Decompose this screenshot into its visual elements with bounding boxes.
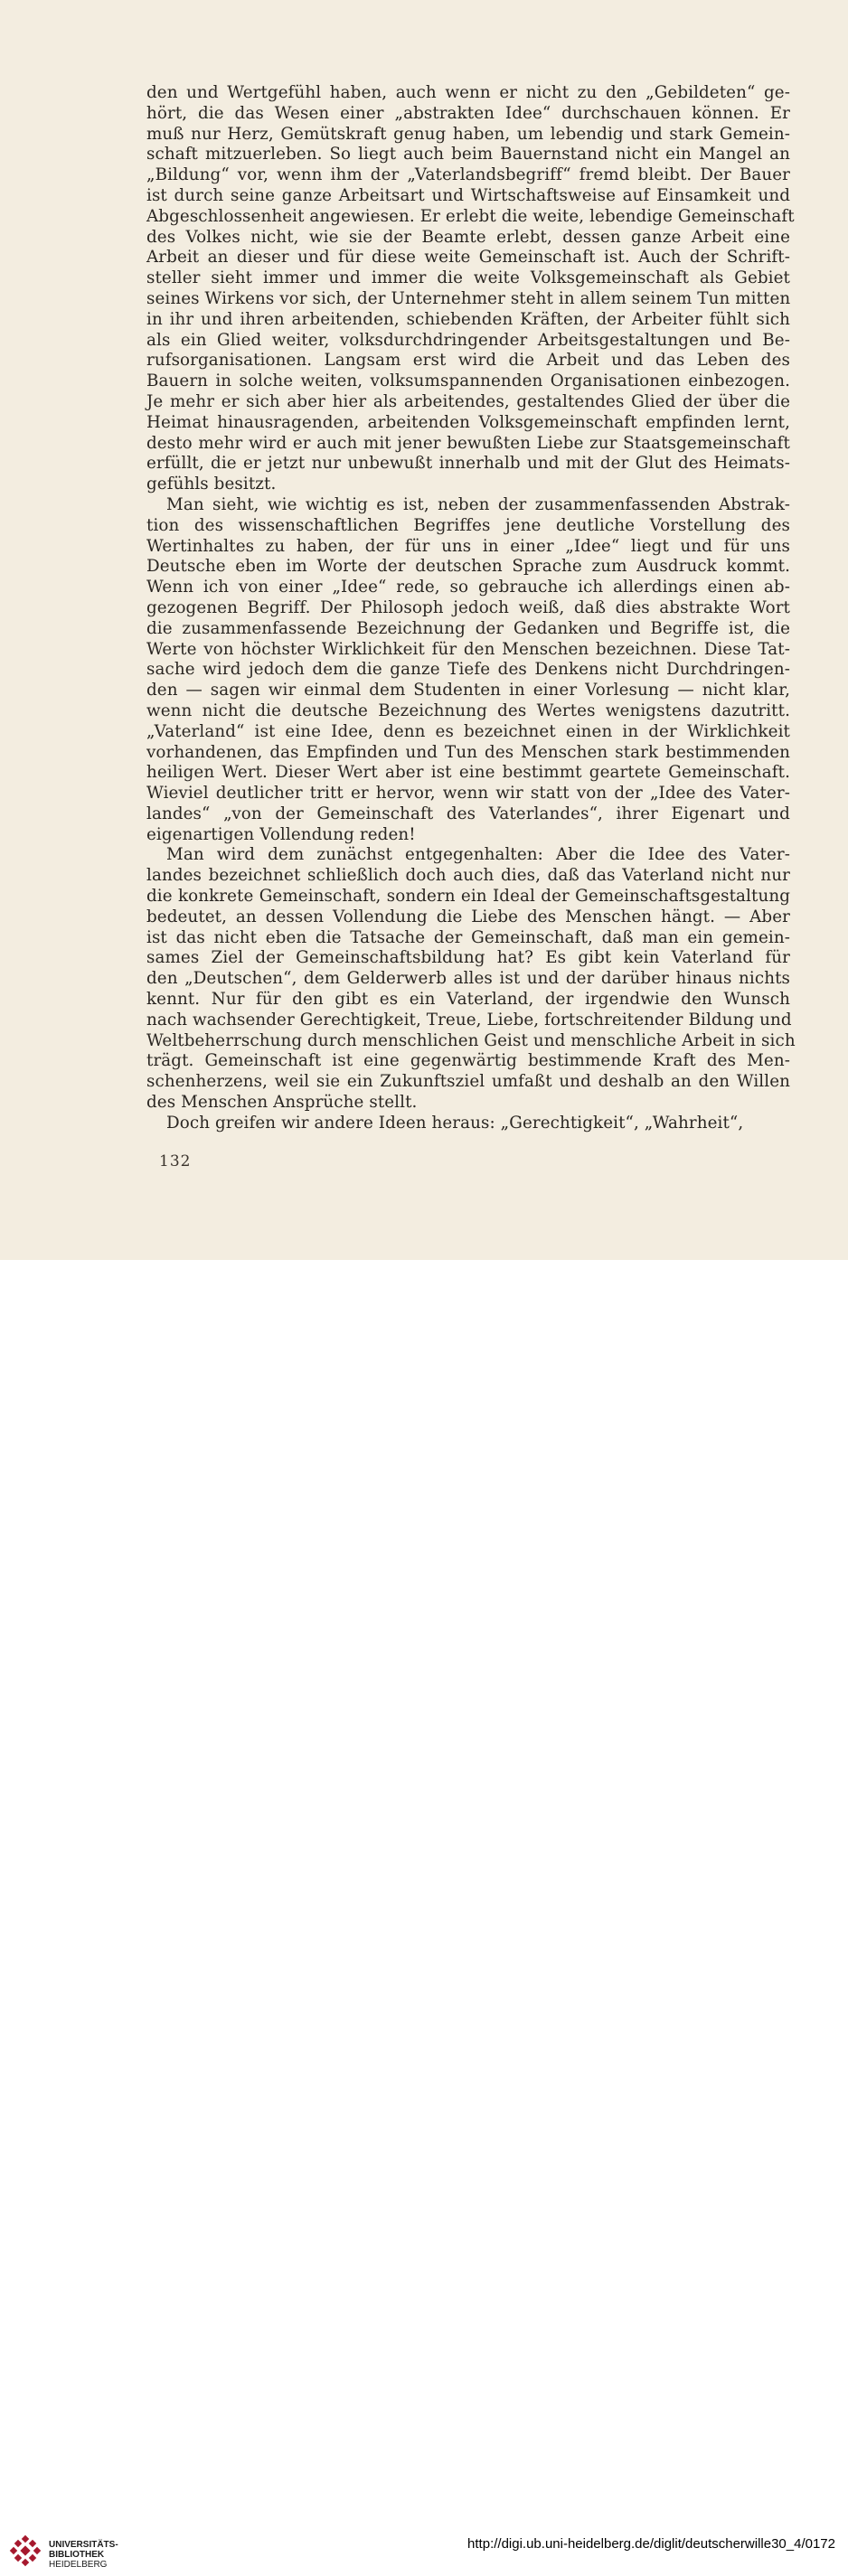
text-line: ist das nicht eben die Tatsache der Gemeinschaft, daß man ein gemein-	[146, 927, 790, 947]
text-line: Deutsche eben im Worte der deutschen Sprache zum Ausdruck kommt.	[146, 557, 790, 577]
text-line: trägt. Gemeinschaft ist eine gegenwärtig bestimmende Kraft des Men-	[146, 1051, 790, 1071]
viewer-footer	[0, 1260, 848, 2570]
text-line: gezogenen Begriff. Der Philosoph jedoch weiß, daß dies abstrakte Wort	[146, 597, 790, 617]
text-line: den „Deutschen“, dem Gelderwerb alles ist und der darüber hinaus nichts	[146, 969, 790, 989]
body-text	[146, 83, 796, 1134]
text-line: heiligen Wert. Dieser Wert aber ist eine bestimmt geartete Gemeinschaft.	[146, 763, 790, 783]
library-logo-icon	[9, 2534, 42, 2567]
text-line: wenn nicht die deutsche Bezeichnung des Wertes wenigstens dazutritt.	[146, 700, 790, 720]
text-line: landes bezeichnet schließlich doch auch dies, daß das Vaterland nicht nur	[146, 866, 790, 886]
text-line: landes“ „von der Gemeinschaft des Vaterlandes“, ihrer Eigenart und	[146, 804, 790, 823]
text-line: Abgeschlossenheit angewiesen. Er erlebt die weite, lebendige Gemeinschaft	[146, 206, 795, 226]
text-line: seines Wirkens vor sich, der Unternehmer steht in allem seinem Tun mitten	[146, 288, 791, 308]
text-line: nach wachsender Gerechtigkeit, Treue, Liebe, fortschreitender Bildung und	[146, 1010, 792, 1029]
logo-line-3: HEIDELBERG	[49, 2560, 108, 2570]
text-line: Weltbeherrschung durch menschlichen Geist und menschliche Arbeit in sich	[146, 1030, 796, 1050]
text-line: tion des wissenschaftlichen Begriffes jene deutliche Vorstellung des	[146, 515, 790, 535]
text-line: Je mehr er sich aber hier als arbeitendes, gestaltendes Glied der über die	[146, 391, 790, 411]
text-line: in ihr und ihren arbeitenden, schiebenden Kräften, der Arbeiter fühlt sich	[146, 309, 790, 329]
text-line: eigenartigen Vollendung reden!	[146, 824, 416, 844]
page-number: 132	[159, 1152, 192, 1170]
text-line: Doch greifen wir andere Ideen heraus: „Gerechtigkeit“, „Wahrheit“,	[166, 1113, 744, 1133]
paragraph	[146, 495, 790, 846]
logo-line-2: BIBLIOTHEK	[49, 2550, 105, 2560]
text-line: Werte von höchster Wirklichkeit für den Menschen bezeichnen. Diese Tat-	[146, 639, 790, 659]
paragraph	[146, 845, 796, 1113]
text-line: sache wird jedoch dem die ganze Tiefe des Denkens nicht Durchdringen-	[146, 660, 790, 680]
text-line: die konkrete Gemeinschaft, sondern ein Ideal der Gemeinschaftsgestaltung	[146, 887, 790, 907]
text-line: Man wird dem zunächst entgegenhalten: Aber die Idee des Vater-	[166, 845, 790, 865]
text-line: sames Ziel der Gemeinschaftsbildung hat? Es gibt kein Vaterland für	[146, 948, 790, 968]
text-line: des Menschen Ansprüche stellt.	[146, 1093, 418, 1113]
text-line: Man sieht, wie wichtig es ist, neben der zusammenfassenden Abstrak-	[166, 494, 790, 514]
paragraph	[146, 83, 795, 495]
library-logo-text	[49, 2540, 118, 2570]
text-line: „Bildung“ vor, wenn ihm der „Vaterlandsbegriff“ fremd bleibt. Der Bauer	[146, 165, 790, 185]
text-line: die zusammenfassende Bezeichnung der Gedanken und Begriffe ist, die	[146, 618, 790, 638]
text-line: Wertinhaltes zu haben, der für uns in einer „Idee“ liegt und für uns	[146, 536, 790, 556]
text-line: Arbeit an dieser und für diese weite Gemeinschaft ist. Auch der Schrift-	[146, 248, 790, 268]
text-line: als ein Glied weiter, volksdurchdringender Arbeitsgestaltungen und Be-	[146, 330, 790, 350]
text-line: Heimat hinausragenden, arbeitenden Volksgemeinschaft empfinden lernt,	[146, 412, 790, 432]
text-line: steller sieht immer und immer die weite Volksgemeinschaft als Gebiet	[146, 268, 790, 288]
text-line: desto mehr wird er auch mit jener bewußten Liebe zur Staatsgemeinschaft	[146, 433, 790, 453]
scanned-page	[0, 0, 848, 1260]
text-line: rufsorganisationen. Langsam erst wird die Arbeit und das Leben des	[146, 351, 790, 371]
text-line: des Volkes nicht, wie sie der Beamte erlebt, dessen ganze Arbeit eine	[146, 227, 790, 247]
paragraph	[146, 1114, 790, 1134]
text-line: den und Wertgefühl haben, auch wenn er nicht zu den „Gebildeten“ ge-	[146, 83, 790, 102]
library-logo[interactable]	[9, 2534, 199, 2576]
text-line: vorhandenen, das Empfinden und Tun des Menschen stark bestimmenden	[146, 742, 790, 762]
text-line: hört, die das Wesen einer „abstrakten Idee“ durchschauen können. Er	[146, 103, 790, 123]
text-line: Wieviel deutlicher tritt er hervor, wenn wir statt von der „Idee des Vater-	[146, 784, 790, 804]
text-line: erfüllt, die er jetzt nur unbewußt innerhalb und mit der Glut des Heimats-	[146, 454, 790, 474]
page-url[interactable]: http://digi.ub.uni-heidelberg.de/diglit/deutscherwille30_4/0172	[467, 2536, 835, 2552]
text-line: Wenn ich von einer „Idee“ rede, so gebrauche ich allerdings einen ab-	[146, 578, 790, 597]
text-line: muß nur Herz, Gemütskraft genug haben, um lebendig und stark Gemein-	[146, 124, 790, 144]
text-line: Bauern in solche weiten, volksumspannenden Organisationen einbezogen.	[146, 371, 790, 391]
text-line: schaft mitzuerleben. So liegt auch beim Bauernstand nicht ein Mangel an	[146, 145, 790, 165]
text-line: kennt. Nur für den gibt es ein Vaterland, der irgendwie den Wunsch	[146, 990, 790, 1010]
text-line: bedeutet, an dessen Vollendung die Liebe des Menschen hängt. — Aber	[146, 907, 790, 926]
text-line: den — sagen wir einmal dem Studenten in einer Vorlesung — nicht klar,	[146, 681, 790, 700]
text-line: „Vaterland“ ist eine Idee, denn es bezeichnet einen in der Wirklichkeit	[146, 721, 790, 741]
text-line: schenherzens, weil sie ein Zukunftsziel umfaßt und deshalb an den Willen	[146, 1072, 790, 1092]
logo-line-1: UNIVERSITÄTS-	[49, 2540, 118, 2550]
text-line: ist durch seine ganze Arbeitsart und Wirtschaftsweise auf Einsamkeit und	[146, 185, 790, 205]
text-line: gefühls besitzt.	[146, 475, 277, 494]
